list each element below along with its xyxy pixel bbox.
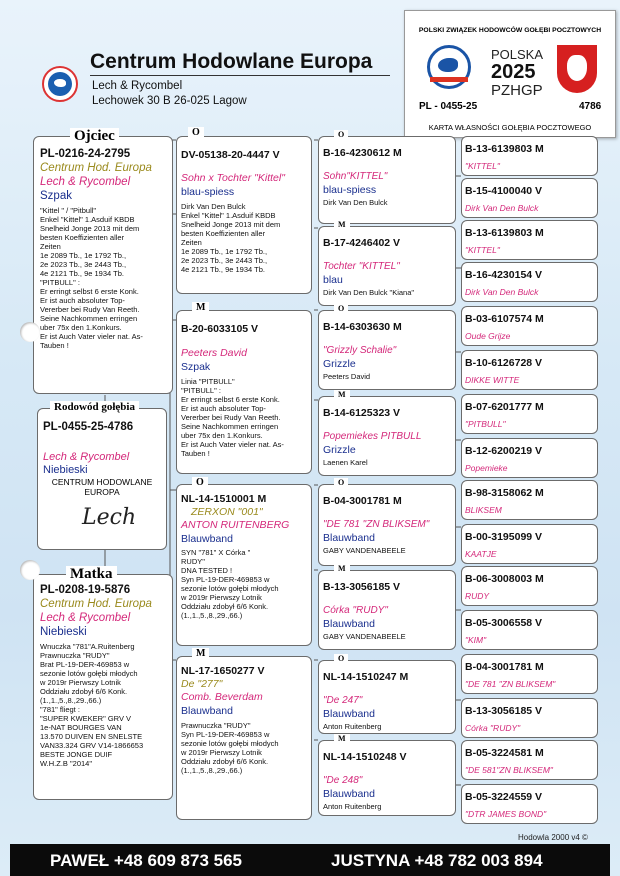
g4-box	[461, 610, 598, 650]
g3-sex: O	[334, 130, 348, 139]
g3-color: Grizzle	[323, 444, 356, 456]
g3-box	[318, 570, 456, 650]
g4-box	[461, 136, 598, 176]
father-notes: "Kittel " / "Pitbull" Enkel "Kittel" 1.Asduif KBDB Snelheid Jonge 2013 mit dem besten Koeffizienten aller Zeiten 1e 2089 Tb., 1e 1792 Tb., 2e 2023 Tb., 3e 2443 Tb., 4e 2121 Tb., 9e 1934 Tb. "PITBULL" : Er erringt selbst 6 erste Konk. Er ist auch absoluter Top- Vererber bei Rudy Van Reeth. Seine Nachkommen erringen uber 75x den 1.Konkurs. Er ist Auch Vater vieler nat. As- Tauben !	[40, 206, 143, 350]
ff-box	[176, 136, 312, 294]
ff-notes: Enkel "Kittel" 1.Asduif KBDB Snelheid Jonge 2013 mit dem besten Koeffizienten aller Zeiten 1e 2089 Tb., 1e 1792 Tb., 2e 2023 Tb., 3e 2443 Tb., 4e 2121 Tb., 9e 1934 Tb.	[181, 211, 281, 274]
mf-color: Blauwband	[181, 533, 233, 545]
card-ring: PL - 0455-25	[419, 101, 478, 112]
g3-ring: B-04-3001781 M	[323, 495, 402, 507]
mm-notes: Prawnuczka "RUDY" Syn PL-19-DER-469853 w sezonie lotów gołębi młodych w 2019r Pierwszy Lotnik Oddziału zdobył 6/6 Konk. (1.,1.,5.,8.,29.,66.)	[181, 721, 279, 775]
card-number: 4786	[579, 101, 602, 112]
g4-box	[461, 178, 598, 218]
g4-ring: B-06-3008003 M	[465, 573, 544, 585]
g3-breeder: Anton Ruitenberg	[323, 722, 382, 731]
g4-ring: B-00-3195099 V	[465, 531, 543, 543]
g3-name: Córka "RUDY"	[323, 605, 388, 616]
subject-ring: PL-0455-25-4786	[43, 421, 134, 433]
binder-hole	[20, 322, 40, 342]
g4-ring: B-13-3056185 V	[465, 705, 543, 717]
g4-ring: B-16-4230154 V	[465, 269, 543, 281]
g4-ring: B-13-6139803 M	[465, 143, 544, 155]
g4-box	[461, 698, 598, 738]
logo	[42, 66, 78, 102]
g4-name: "DE 781 "ZN BLIKSEM"	[465, 679, 556, 689]
g4-ring: B-03-6107574 M	[465, 313, 544, 325]
pzhgp-logo	[427, 45, 471, 89]
g3-breeder: Dirk Van Den Bulck "Kiana"	[323, 288, 415, 297]
fm-sex: M	[192, 302, 209, 313]
mother-loft: Centrum Hod. Europa	[40, 598, 152, 610]
page-title: Centrum Hodowlane Europa	[90, 50, 373, 73]
mf-ring: NL-14-1510001 M	[181, 493, 267, 505]
g4-name: Córka "RUDY"	[465, 723, 521, 733]
g4-name: "KITTEL"	[465, 161, 500, 171]
header-owner: Lech & Rycombel	[92, 80, 183, 92]
g3-breeder: Peeters David	[323, 372, 371, 381]
mother-breeder: Lech & Rycombel	[40, 612, 131, 624]
g3-breeder: Anton Ruitenberg	[323, 802, 382, 811]
g4-name: KAATJE	[465, 549, 497, 559]
father-breeder: Lech & Rycombel	[40, 176, 131, 188]
dove-icon	[54, 79, 66, 87]
g4-name: "KIM"	[465, 635, 487, 645]
mother-box	[33, 574, 173, 800]
g3-color: blau-spiess	[323, 184, 377, 196]
g3-color: blau	[323, 274, 343, 286]
fm-notes: Linia "PITBULL" "PITBULL" : Er erringt selbst 6 erste Konk. Er ist auch absoluter Top- Vererber bei Rudy Van Reeth. Seine Nachkommen erringen uber 75x den 1.Konkurs. Er ist Auch Vater vieler nat. As- Tauben !	[181, 377, 284, 458]
g4-box	[461, 566, 598, 606]
g3-color: Blauwband	[323, 532, 375, 544]
father-color: Szpak	[40, 190, 72, 202]
g4-ring: B-15-4100040 V	[465, 185, 543, 197]
g4-box	[461, 524, 598, 564]
mm-box	[176, 656, 312, 820]
g4-name: BLIKSEM	[465, 505, 502, 515]
g3-ring: B-16-4230612 M	[323, 147, 402, 159]
g4-ring: B-05-3224581 M	[465, 747, 544, 759]
g4-ring: B-98-3158062 M	[465, 487, 544, 499]
mm-sex: M	[192, 648, 209, 659]
g4-box	[461, 306, 598, 346]
binder-hole	[20, 560, 40, 580]
g3-ring: NL-14-1510247 M	[323, 671, 409, 683]
g4-ring: B-05-3006558 V	[465, 617, 543, 629]
g3-color: Grizzle	[323, 358, 356, 370]
g3-ring: NL-14-1510248 V	[323, 751, 407, 763]
subject-box	[37, 408, 167, 550]
g4-name: Popemieke	[465, 463, 508, 473]
g4-ring: B-13-6139803 M	[465, 227, 544, 239]
card-year: 2025	[491, 61, 536, 83]
g3-ring: B-17-4246402 V	[323, 237, 401, 249]
mf-sex: O	[192, 477, 208, 488]
g4-box	[461, 654, 598, 694]
father-box	[33, 136, 173, 394]
g3-breeder: Laenen Karel	[323, 458, 368, 467]
g3-sex: M	[334, 734, 350, 743]
g3-color: Blauwband	[323, 708, 375, 720]
g3-ring: B-13-3056185 V	[323, 581, 401, 593]
mother-ring: PL-0208-19-5876	[40, 584, 131, 596]
g3-box	[318, 484, 456, 566]
g3-ring: B-14-6125323 V	[323, 407, 401, 419]
g3-breeder: GABY VANDENABEELE	[323, 632, 406, 641]
mf-box	[176, 484, 312, 646]
contact-justyna: JUSTYNA +48 782 003 894	[331, 851, 543, 870]
mother-notes: Wnuczka "781"A.Ruitenberg Prawnuczka "RUDY" Brat PL-19-DER-469853 w sezonie lotów gołębi młodych w 2019r Pierwszy Lotnik Oddziału zdobył 6/6 Konk. (1.,1.,5.,8.,29.,66.) "781" fliegt : "SUPER KWEKER" GRV V 1e-NAT BOURGES VAN 13.570 DUIVEN EN SNELSTE VAN33.324 GRV V14-1866653 BESTE JONGE DUIF W.H.Z.B "2014"	[40, 642, 144, 768]
g4-box	[461, 350, 598, 390]
g4-ring: B-07-6201777 M	[465, 401, 544, 413]
g4-ring: B-10-6126728 V	[465, 357, 543, 369]
card-country: POLSKA	[491, 47, 544, 62]
g3-name: "De 247"	[323, 695, 363, 706]
g3-sex: M	[334, 564, 350, 573]
card-association: POLSKI ZWIĄZEK HODOWCÓW GOŁĘBI POCZTOWYCH	[418, 27, 602, 34]
g4-name: Oude Grijze	[465, 331, 511, 341]
ff-breeder: Dirk Van Den Bulck	[181, 202, 246, 211]
g3-sex: M	[334, 390, 350, 399]
g4-name: "DE 581"ZN BLIKSEM"	[465, 765, 553, 775]
mother-color: Niebieski	[40, 626, 87, 638]
g3-box	[318, 310, 456, 390]
fm-ring: B-20-6033105 V	[181, 323, 259, 335]
g4-name: RUDY	[465, 591, 490, 601]
g4-name: DIKKE WITTE	[465, 375, 520, 385]
g4-name: "DTR JAMES BOND"	[465, 809, 547, 819]
g4-ring: B-05-3224559 V	[465, 791, 543, 803]
mm-color: Blauwband	[181, 705, 233, 717]
fm-color: Szpak	[181, 361, 211, 373]
card-org: PZHGP	[491, 82, 543, 99]
fm-box	[176, 310, 312, 474]
g3-sex: O	[334, 304, 348, 313]
ff-ring: DV-05138-20-4447 V	[181, 149, 280, 161]
g3-name: Sohn"KITTEL"	[323, 171, 388, 182]
g3-breeder: GABY VANDENABEELE	[323, 546, 406, 555]
g4-name: Dirk Van Den Bulck	[465, 287, 539, 297]
subject-color: Niebieski	[43, 464, 88, 476]
g4-box	[461, 262, 598, 302]
g4-box	[461, 394, 598, 434]
g4-box	[461, 480, 598, 520]
eagle-icon	[567, 55, 587, 81]
g3-ring: B-14-6303630 M	[323, 321, 402, 333]
g3-name: Tochter "KITTEL"	[323, 261, 400, 272]
g3-breeder: Dirk Van Den Bulck	[323, 198, 388, 207]
g3-color: Blauwband	[323, 788, 375, 800]
g4-name: "PITBULL"	[465, 419, 506, 429]
g3-box	[318, 226, 456, 306]
fm-name: Peeters David	[181, 347, 247, 359]
g3-sex: M	[334, 220, 350, 229]
g3-box	[318, 136, 456, 224]
g4-box	[461, 438, 598, 478]
father-loft: Centrum Hod. Europa	[40, 162, 152, 174]
g4-ring: B-12-6200219 V	[465, 445, 543, 457]
father-label: Ojciec	[70, 128, 119, 144]
mm-ring: NL-17-1650277 V	[181, 665, 265, 677]
version-text: Hodowla 2000 v4 ©	[518, 833, 588, 842]
mm-name: De "277"	[181, 678, 223, 690]
header-address: Lechowek 30 B 26-025 Lagow	[92, 95, 247, 107]
g3-color: Blauwband	[323, 618, 375, 630]
pedigree-label: Rodowód gołębia	[50, 401, 139, 414]
g3-box	[318, 660, 456, 734]
mf-notes: SYN "781" X Córka " RUDY" DNA TESTED ! Syn PL-19-DER-469853 w sezonie lotów gołębi młodych w 2019r Pierwszy Lotnik Oddziału zdobył 6/6 Konk. (1.,1.,5.,8.,29.,66.)	[181, 548, 279, 620]
ff-sex: O	[188, 127, 204, 138]
mm-breeder: Comb. Beverdam	[181, 691, 263, 703]
g4-box	[461, 784, 598, 824]
g4-ring: B-04-3001781 M	[465, 661, 544, 673]
g4-box	[461, 740, 598, 780]
father-ring: PL-0216-24-2795	[40, 148, 131, 160]
ff-color: blau-spiess	[181, 186, 235, 198]
g3-box	[318, 740, 456, 816]
g3-name: "DE 781 "ZN BLIKSEM"	[323, 519, 430, 530]
g4-box	[461, 220, 598, 260]
g3-box	[318, 396, 456, 476]
ff-name: Sohn x Tochter "Kittel"	[181, 172, 285, 184]
g3-name: "De 248"	[323, 775, 363, 786]
subject-loft: CENTRUM HODOWLANE EUROPA	[51, 477, 153, 497]
polish-eagle-emblem	[557, 45, 597, 93]
card-caption: KARTA WŁASNOŚCI GOŁĘBIA POCZTOWEGO	[428, 123, 592, 132]
g3-sex: O	[334, 654, 348, 663]
g4-name: Dirk Van Den Bulck	[465, 203, 539, 213]
g3-name: "Grizzly Schalie"	[323, 345, 397, 356]
title-underline	[90, 75, 390, 76]
subject-breeder: Lech & Rycombel	[43, 451, 130, 463]
ownership-card	[404, 10, 616, 138]
contact-pawel: PAWEŁ +48 609 873 565	[50, 851, 243, 870]
pigeon-icon	[438, 58, 458, 72]
mf-name: ZERXON "001"	[191, 506, 263, 518]
g4-name: "KITTEL"	[465, 245, 500, 255]
signature: Lech	[82, 505, 137, 530]
g3-name: Popemiekes PITBULL	[323, 431, 422, 442]
mother-label: Matka	[66, 566, 117, 582]
g3-sex: O	[334, 478, 348, 487]
mf-breeder: ANTON RUITENBERG	[181, 519, 290, 531]
